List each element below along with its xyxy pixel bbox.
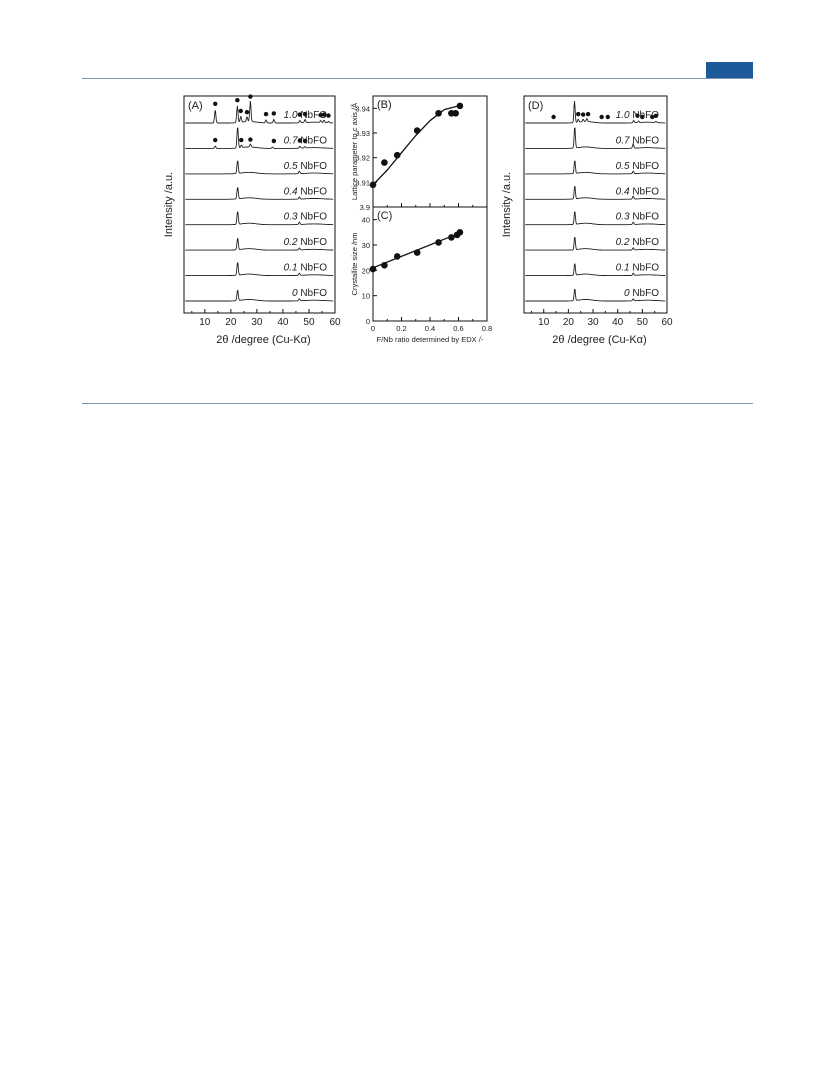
y-tick-label: 3.92 (355, 153, 370, 163)
y-axis-label: Crystallite size /nm (350, 232, 359, 296)
x-tick-label: 0 (370, 324, 376, 333)
trace-label-0-5 (616, 161, 660, 172)
trace-label-number: 1.0 (615, 110, 633, 121)
data-point (448, 234, 455, 241)
peak-marker (606, 115, 610, 119)
trace-label-name: NbFO (300, 110, 327, 121)
trace-label-name: NbFO (632, 211, 659, 223)
data-point (435, 239, 442, 246)
trace-label-number: 0.4 (283, 186, 301, 198)
data-point (414, 127, 421, 134)
trace-label-number: 0.7 (615, 135, 633, 147)
panel-label: (B) (377, 99, 392, 111)
data-point (435, 110, 442, 117)
data-point (457, 103, 464, 110)
trace-label-name: NbFO (300, 211, 327, 223)
x-tick-label: 40 (277, 317, 289, 328)
trace-label-name: NbFO (300, 262, 327, 274)
peak-marker (235, 98, 239, 102)
x-tick-label: 0.8 (481, 324, 493, 333)
trace-label-0-4 (616, 186, 660, 197)
x-tick-label: 0.4 (424, 324, 436, 333)
x-tick-label: 20 (562, 317, 574, 328)
x-tick-label: 30 (251, 317, 263, 328)
trace-label-0 (624, 288, 659, 299)
trace-label-name: NbFO (632, 262, 659, 274)
trace-label-number: 0.5 (283, 160, 301, 172)
peak-marker (239, 109, 243, 113)
trace-label-number: 0.3 (615, 211, 633, 223)
x-axis-label: 2θ /degree (Cu-Kα) (552, 334, 647, 346)
panel-label: (D) (528, 100, 544, 112)
peak-marker (599, 115, 603, 119)
trace-label-name: NbFO (632, 135, 659, 147)
trace-label-0-5 (284, 161, 328, 172)
data-point (394, 253, 401, 260)
trace-label-0-3 (616, 212, 660, 223)
peak-marker (576, 112, 580, 116)
y-tick-label: 30 (361, 241, 370, 250)
trace-label-0-3 (284, 212, 328, 223)
trace-label-number: 0.4 (615, 186, 633, 198)
peak-marker (272, 139, 276, 143)
peak-marker (213, 102, 217, 106)
panel-label: (A) (188, 100, 203, 112)
trace-label-0-1 (616, 263, 660, 274)
y-tick-label: 3.91 (355, 178, 370, 188)
trace-label-0-2 (284, 237, 328, 248)
x-tick-label: 50 (303, 317, 315, 328)
trace-label-name: NbFO (300, 160, 327, 172)
trace-label-number: 0.2 (615, 237, 633, 249)
data-point (394, 152, 401, 159)
trace-label-name: NbFO (300, 135, 327, 147)
peak-marker (586, 112, 590, 116)
x-axis-label: 2θ /degree (Cu-Kα) (216, 334, 311, 346)
x-tick-label: 10 (199, 317, 211, 328)
x-tick-label: 40 (612, 317, 624, 328)
fit-curve (373, 106, 461, 185)
trace-label-name: NbFO (300, 288, 327, 299)
trace-label-number: 0.7 (283, 135, 301, 147)
data-point (414, 249, 421, 256)
x-tick-label: 60 (329, 317, 341, 328)
x-tick-label: 50 (636, 317, 648, 328)
trace-label-number: 0.1 (283, 262, 301, 274)
trace-label-number: 0 (623, 288, 633, 299)
plot-frame-3 (524, 96, 667, 313)
trace-label-0-2 (616, 237, 660, 248)
trace-label-name: NbFO (632, 186, 659, 198)
plot-frame-1 (373, 96, 487, 207)
trace-label-name: NbFO (300, 237, 327, 249)
data-point (457, 229, 464, 236)
panel-label: (C) (377, 210, 393, 222)
trace-label-0-4 (284, 186, 328, 197)
trace-label-number: 0.2 (283, 237, 301, 249)
data-point (370, 182, 377, 189)
y-axis-label: Intensity /a.u. (501, 171, 513, 238)
y-axis-label: Intensity /a.u. (163, 171, 175, 238)
peak-marker (245, 110, 249, 114)
trace-label-name: NbFO (300, 186, 327, 198)
x-tick-label: 20 (225, 317, 237, 328)
peak-marker (239, 138, 243, 142)
trace-label-0-7 (616, 135, 660, 146)
trace-label-name: NbFO (632, 237, 659, 249)
trace-label-1-0 (616, 110, 660, 121)
peak-marker (581, 112, 585, 116)
trace-label-1-0 (284, 110, 328, 121)
trace-label-0 (292, 288, 327, 299)
trace-label-number: 0.5 (615, 160, 633, 172)
y-tick-label: 40 (361, 215, 370, 225)
trace-label-0-7 (284, 135, 328, 146)
data-point (452, 110, 459, 117)
data-point (381, 262, 388, 269)
trace-label-0-1 (284, 263, 328, 274)
plot-frame-0 (184, 96, 335, 313)
y-axis-label: Lattice parameter to c axis /Å (350, 102, 359, 201)
trace-label-name: NbFO (632, 110, 659, 121)
y-tick-label: 3.93 (355, 129, 370, 138)
peak-marker (272, 111, 276, 115)
peak-marker (248, 137, 252, 141)
x-tick-label: 0.6 (453, 324, 464, 333)
trace-label-number: 1.0 (283, 110, 301, 121)
y-tick-label: 10 (361, 291, 370, 301)
y-tick-label: 3.94 (355, 104, 370, 114)
peak-marker (264, 112, 268, 116)
x-tick-label: 30 (587, 317, 599, 328)
trace-label-name: NbFO (632, 160, 659, 172)
peak-marker (248, 94, 252, 98)
peak-marker (551, 115, 555, 119)
x-tick-label: 0.2 (396, 324, 407, 333)
data-point (381, 159, 388, 166)
y-tick-label: 3.9 (359, 203, 370, 212)
x-tick-label: 60 (661, 317, 673, 328)
plot-frame-2 (373, 207, 487, 321)
x-axis-label: F/Nb ratio determined by EDX /- (376, 335, 484, 344)
peak-marker (213, 138, 217, 142)
y-tick-label: 20 (361, 266, 370, 276)
y-tick-label: 0 (365, 317, 370, 326)
trace-label-name: NbFO (632, 288, 659, 299)
data-point (370, 266, 377, 273)
trace-label-number: 0.3 (283, 211, 301, 223)
trace-label-number: 0.1 (615, 262, 633, 274)
trace-label-number: 0 (291, 288, 301, 299)
x-tick-label: 10 (538, 317, 550, 328)
